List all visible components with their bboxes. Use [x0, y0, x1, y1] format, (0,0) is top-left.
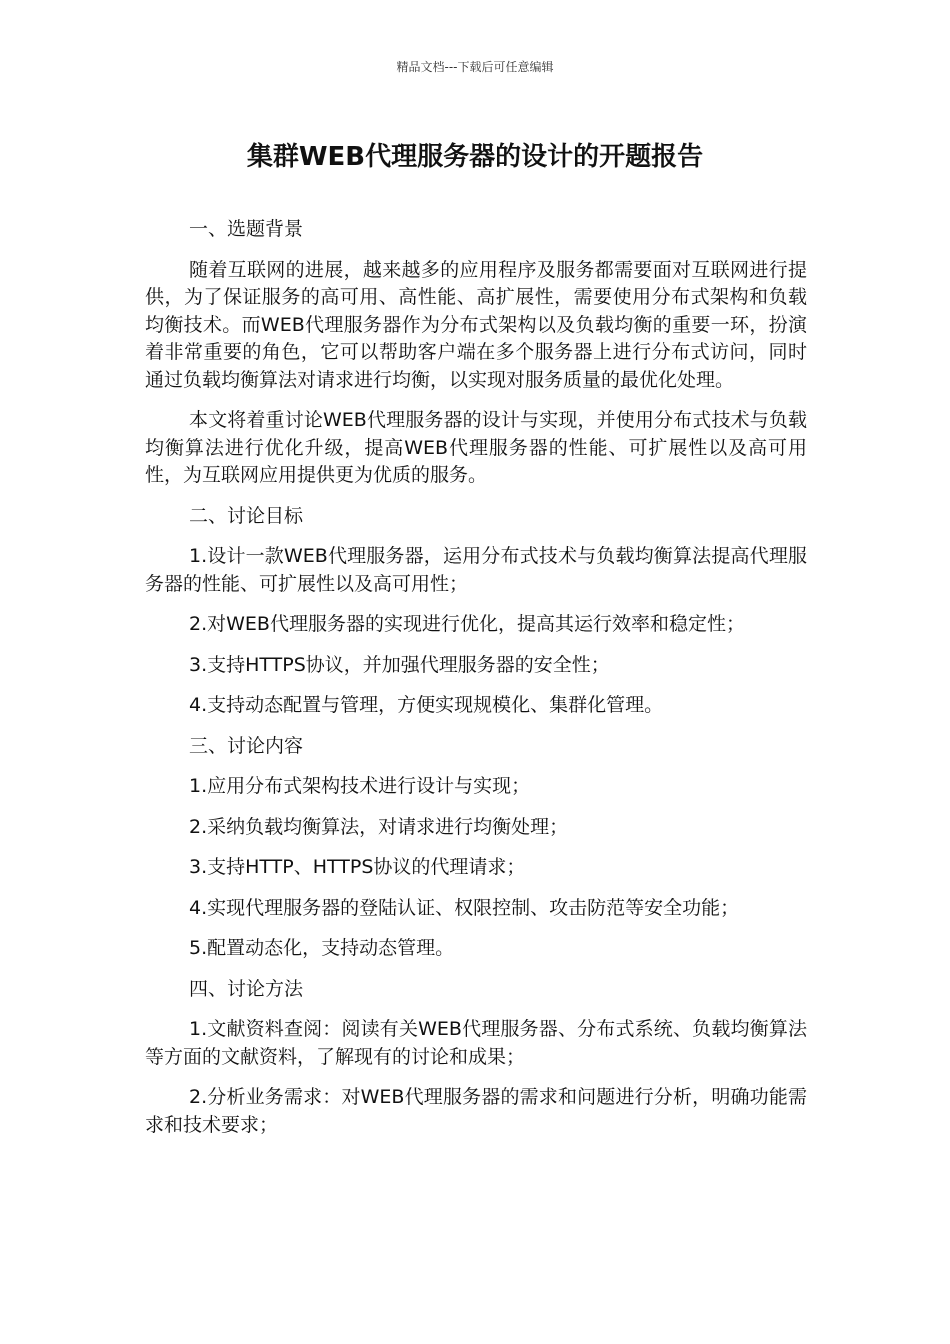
- list-item: 1.设计一款WEB代理服务器，运用分布式技术与负载均衡算法提高代理服务器的性能、可扩展性以及高可用性；: [145, 545, 807, 595]
- list-item: 4.支持动态配置与管理，方便实现规模化、集群化管理。: [189, 694, 664, 716]
- list-item: 1.文献资料查阅：阅读有关WEB代理服务器、分布式系统、负载均衡算法等方面的文献资料，了解现有的讨论和成果；: [145, 1018, 807, 1068]
- list-item: 3.支持HTTP、HTTPS协议的代理请求；: [189, 856, 526, 878]
- section-heading-goals: 二、讨论目标: [189, 504, 304, 527]
- document-body: [145, 216, 807, 1152]
- list-item: 2.采纳负载均衡算法，对请求进行均衡处理；: [189, 815, 569, 838]
- list-item: 5.配置动态化，支持动态管理。: [189, 937, 455, 959]
- list-item: 2.对WEB代理服务器的实现进行优化，提高其运行效率和稳定性；: [189, 613, 745, 635]
- section-heading-methods: 四、讨论方法: [189, 977, 304, 1000]
- list-item: 2.分析业务需求：对WEB代理服务器的需求和问题进行分析，明确功能需求和技术要求；: [145, 1086, 807, 1136]
- list-item: 1.应用分布式架构技术进行设计与实现；: [189, 775, 531, 797]
- section-heading-content: 三、讨论内容: [189, 734, 304, 757]
- list-item: 3.支持HTTPS协议，并加强代理服务器的安全性；: [189, 653, 610, 676]
- document-title: 集群WEB代理服务器的设计的开题报告: [246, 142, 704, 172]
- paragraph: 随着互联网的进展，越来越多的应用程序及服务都需要面对互联网进行提供，为了保证服务的高可用、高性能、高扩展性，需要使用分布式架构和负载均衡技术。而WEB代理服务器作为分布式架构以及负载均衡的重要一环，扮演着非常重要的角色，它可以帮助客户端在多个服务器上进行分布式访问，同时通过负载均衡算法对请求进行均衡，以实现对服务质量的最优化处理。: [145, 258, 807, 391]
- list-item: 4.实现代理服务器的登陆认证、权限控制、攻击防范等安全功能；: [189, 896, 740, 919]
- paragraph: 本文将着重讨论WEB代理服务器的设计与实现，并使用分布式技术与负载均衡算法进行优化升级，提高WEB代理服务器的性能、可扩展性以及高可用性，为互联网应用提供更为优质的服务。: [145, 409, 807, 486]
- section-heading-background: 一、选题背景: [189, 218, 304, 240]
- page-header: 精品文档---下载后可任意编辑: [396, 60, 554, 74]
